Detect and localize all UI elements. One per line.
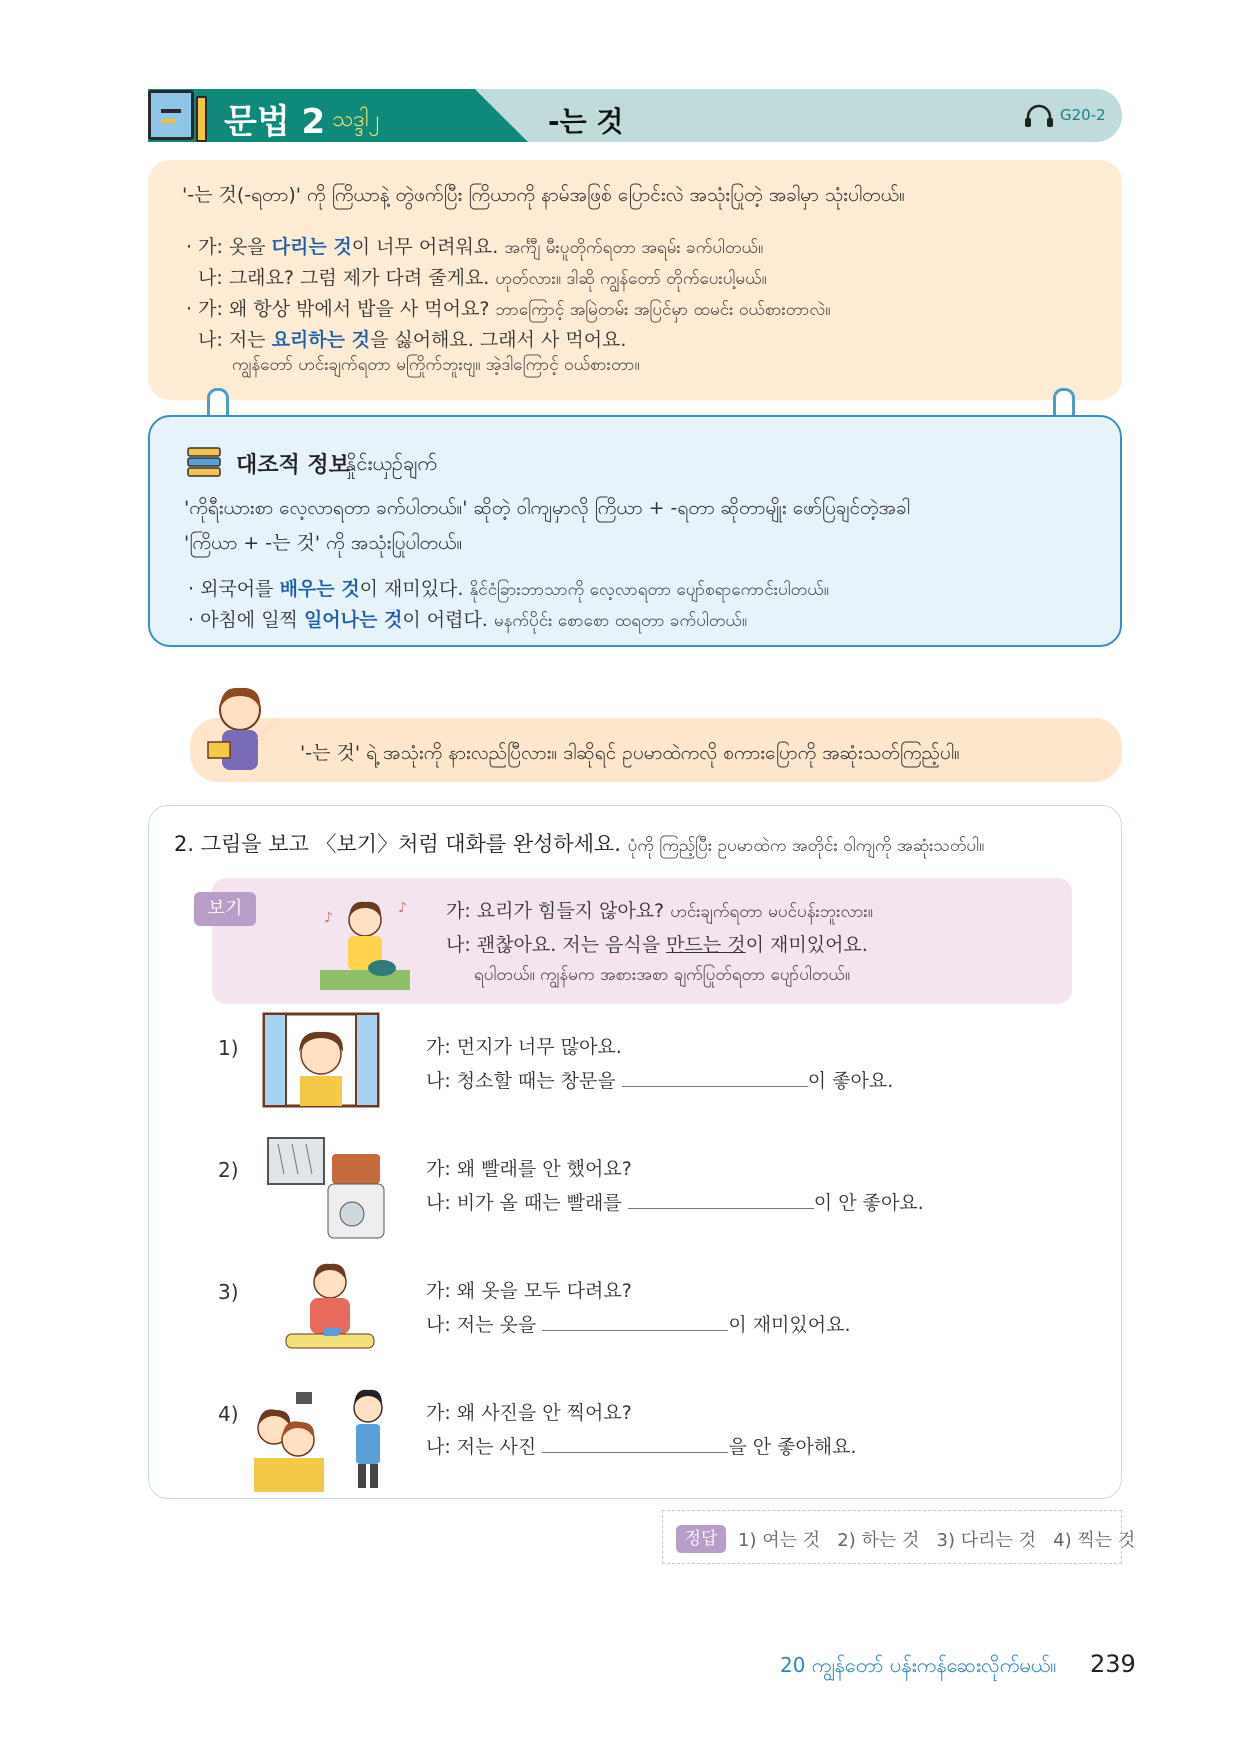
answer-key: 1) 여는 것 2) 하는 것 3) 다리는 것 4) 찍는 것 bbox=[738, 1530, 1136, 1551]
example-line-ga: 가: 요리가 힘들지 않아요? ဟင်းချက်ရတာ မပင်ပန်းဘူးလား။ bbox=[446, 900, 873, 922]
exercise-title: 2. 그림을 보고 〈보기〉처럼 대화를 완성하세요. ပုံကို ကြည့်ပြီး ဥပမာထဲက အတိုင်း ဝါကျကို အဆုံးသတ်ပါ။ bbox=[174, 832, 985, 856]
grammar-pattern: -는 것 bbox=[548, 105, 624, 138]
teacher-illustration bbox=[200, 680, 282, 780]
item-line-na: 나: 비가 올 때는 빨래를 이 안 좋아요. bbox=[426, 1188, 924, 1215]
answer-blank[interactable] bbox=[628, 1188, 814, 1209]
answer-blank[interactable] bbox=[622, 1066, 808, 1087]
pencil-icon bbox=[196, 96, 207, 142]
teacher-note-text: '-는 것' ရဲ့ အသုံးကို နားလည်ပြီလား။ ဒါဆိုရင် ဥပမာထဲကလို စကားပြောကို အဆုံးသတ်ကြည့်ပါ။ bbox=[300, 742, 960, 764]
item-line-na: 나: 청소할 때는 창문을 이 좋아요. bbox=[426, 1066, 893, 1093]
info-example: · 아침에 일찍 일어나는 것이 어렵다. မနက်ပိုင်း စောစော ထရတာ ခက်ပါတယ်။ bbox=[188, 609, 748, 631]
info-text: 'ကြိယာ + -는 것' ကို အသုံးပြုပါတယ်။ bbox=[184, 532, 463, 554]
item-number: 4) bbox=[218, 1402, 239, 1426]
info-title-myanmar: နှိုင်းယှဉ်ချက် bbox=[346, 451, 437, 475]
example-line: 나: 저는 요리하는 것을 싫어해요. 그래서 사 먹어요. bbox=[198, 329, 627, 351]
books-stack-icon bbox=[186, 446, 222, 478]
ironing-illustration bbox=[280, 1258, 380, 1370]
example-line: 나: 그래요? 그럼 제가 다려 줄게요. ဟုတ်လား။ ဒါဆို ကျွန်တော် တိုက်ပေးပါ့မယ်။ bbox=[198, 267, 767, 289]
headphones-icon[interactable] bbox=[1024, 104, 1054, 128]
grammar-title: 문법 2 bbox=[224, 102, 326, 142]
example-line-na: 나: 괜찮아요. 저는 음식을 만드는 것이 재미있어요. bbox=[446, 934, 868, 956]
item-number: 1) bbox=[218, 1036, 239, 1060]
photo-taking-illustration bbox=[248, 1378, 392, 1492]
item-line-ga: 가: 왜 옷을 모두 다려요? bbox=[426, 1280, 632, 1302]
book-icon bbox=[148, 90, 194, 140]
info-example: · 외국어를 배우는 것이 재미있다. နိုင်ငံခြားဘာသာကို လေ့လာရတာ ပျော်စရာကောင်းပါတယ်။ bbox=[188, 578, 829, 600]
audio-track-code[interactable]: G20-2 bbox=[1060, 106, 1106, 124]
item-line-ga: 가: 왜 사진을 안 찍어요? bbox=[426, 1402, 632, 1424]
svg-text:♪: ♪ bbox=[324, 910, 333, 926]
item-line-ga: 가: 왜 빨래를 안 했어요? bbox=[426, 1158, 632, 1180]
window-opening-illustration bbox=[256, 1008, 386, 1110]
example-tag: 보기 bbox=[194, 892, 256, 926]
lesson-title-footer: 20 ကျွန်တော် ပန်းကန်ဆေးလိုက်မယ်။ bbox=[780, 1653, 1057, 1677]
grammar-title-myanmar: သဒ္ဒါ၂ bbox=[332, 107, 380, 132]
item-number: 3) bbox=[218, 1280, 239, 1304]
item-line-na: 나: 저는 옷을 이 재미있어요. bbox=[426, 1310, 851, 1337]
answer-blank[interactable] bbox=[542, 1432, 728, 1453]
explanation-intro: '-는 것(-ရတာ)' ကို ကြိယာနဲ့ တွဲဖက်ပြီး ကြိယာကို နာမ်အဖြစ် ပြောင်းလဲ အသုံးပြုတဲ့ အခါမှာ သုံးပါတယ်။ bbox=[182, 184, 905, 206]
page-number: 239 bbox=[1090, 1650, 1136, 1678]
example-translation: ရပါတယ်။ ကျွန်မက အစားအစာ ချက်ပြုတ်ရတာ ပျော်ပါတယ်။ bbox=[474, 965, 851, 985]
laundry-illustration bbox=[264, 1134, 388, 1242]
info-text: 'ကိုရီးယားစာ လေ့လာရတာ ခက်ပါတယ်။' ဆိုတဲ့ ဝါကျမှာလို ကြိယာ + -ရတာ ဆိုတာမျိုး ဖော်ပြချင်တဲ့အခါ bbox=[184, 497, 910, 519]
cooking-illustration bbox=[310, 890, 420, 996]
answer-blank[interactable] bbox=[542, 1310, 728, 1331]
item-number: 2) bbox=[218, 1158, 239, 1182]
example-translation: ကျွန်တော် ဟင်းချက်ရတာ မကြိုက်ဘူးဗျ။ အဲ့ဒါကြောင့် ဝယ်စားတာ။ bbox=[232, 355, 640, 375]
example-line: · 가: 옷을 다리는 것이 너무 어려워요. အင်္ကျီ မီးပူတိုက်ရတာ အရမ်း ခက်ပါတယ်။ bbox=[186, 236, 764, 258]
answer-tag: 정답 bbox=[676, 1525, 726, 1553]
item-line-na: 나: 저는 사진 을 안 좋아해요. bbox=[426, 1432, 857, 1459]
svg-text:♪: ♪ bbox=[398, 900, 407, 916]
item-line-ga: 가: 먼지가 너무 많아요. bbox=[426, 1036, 622, 1058]
info-title: 대조적 정보 bbox=[236, 453, 350, 478]
example-line: · 가: 왜 항상 밖에서 밥을 사 먹어요? ဘာကြောင့် အမြဲတမ်း အပြင်မှာ ထမင်း ဝယ်စားတာလဲ။ bbox=[186, 298, 831, 320]
